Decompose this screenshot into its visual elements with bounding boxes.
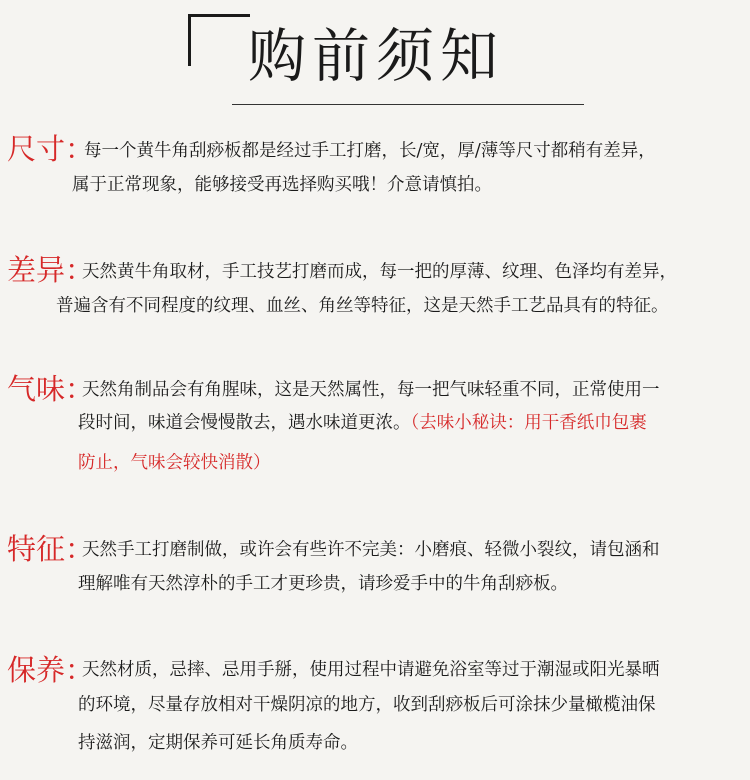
section-variance-line-1: 天然黄牛角取材，手工技艺打磨而成，每一把的厚薄、纹理、色泽均有差异， — [82, 262, 677, 282]
page-title: 购前须知 — [248, 22, 505, 90]
section-size-line-2: 属于正常现象，能够接受再选择购买哦！介意请慎拍。 — [72, 175, 492, 195]
section-features-line-2: 理解唯有天然淳朴的手工才更珍贵，请珍爱手中的牛角刮痧板。 — [78, 574, 568, 594]
section-label-odor: 气味： — [7, 372, 95, 406]
section-odor-line-1: 天然角制品会有角腥味，这是天然属性，每一把气味轻重不同，正常使用一 — [82, 380, 660, 400]
section-size-line-1: 每一个黄牛角刮痧板都是经过手工打磨，长/宽，厚/薄等尺寸都稍有差异， — [84, 141, 656, 161]
odor-tip-part-1: （去味小秘诀：用干香纸巾包裹 — [410, 413, 647, 433]
section-features-line-1: 天然手工打磨制做，或许会有些许不完美：小磨痕、轻微小裂纹，请包涵和 — [82, 540, 660, 560]
title-divider — [232, 104, 584, 105]
section-label-features: 特征： — [7, 532, 95, 566]
section-label-variance: 差异： — [7, 253, 95, 287]
section-odor-line-2 — [78, 411, 647, 435]
title-corner-bracket — [188, 14, 250, 66]
section-care-line-1: 天然材质，忌摔、忌用手掰，使用过程中请避免浴室等过于潮湿或阳光暴晒 — [82, 660, 660, 680]
section-care-line-3: 持滋润，定期保养可延长角质寿命。 — [78, 733, 358, 753]
section-label-size: 尺寸： — [7, 132, 95, 166]
section-variance-line-2: 普遍含有不同程度的纹理、血丝、角丝等特征，这是天然手工艺品具有的特征。 — [56, 296, 669, 316]
section-label-care: 保养： — [7, 653, 95, 687]
section-care-line-2: 的环境，尽量存放相对干燥阴凉的地方，收到刮痧板后可涂抹少量橄榄油保 — [78, 695, 656, 715]
odor-tip-part-2: 防止，气味会较快消散） — [78, 453, 271, 473]
section-odor-line-2-text: 段时间，味道会慢慢散去，遇水味道更浓。 — [78, 413, 411, 433]
